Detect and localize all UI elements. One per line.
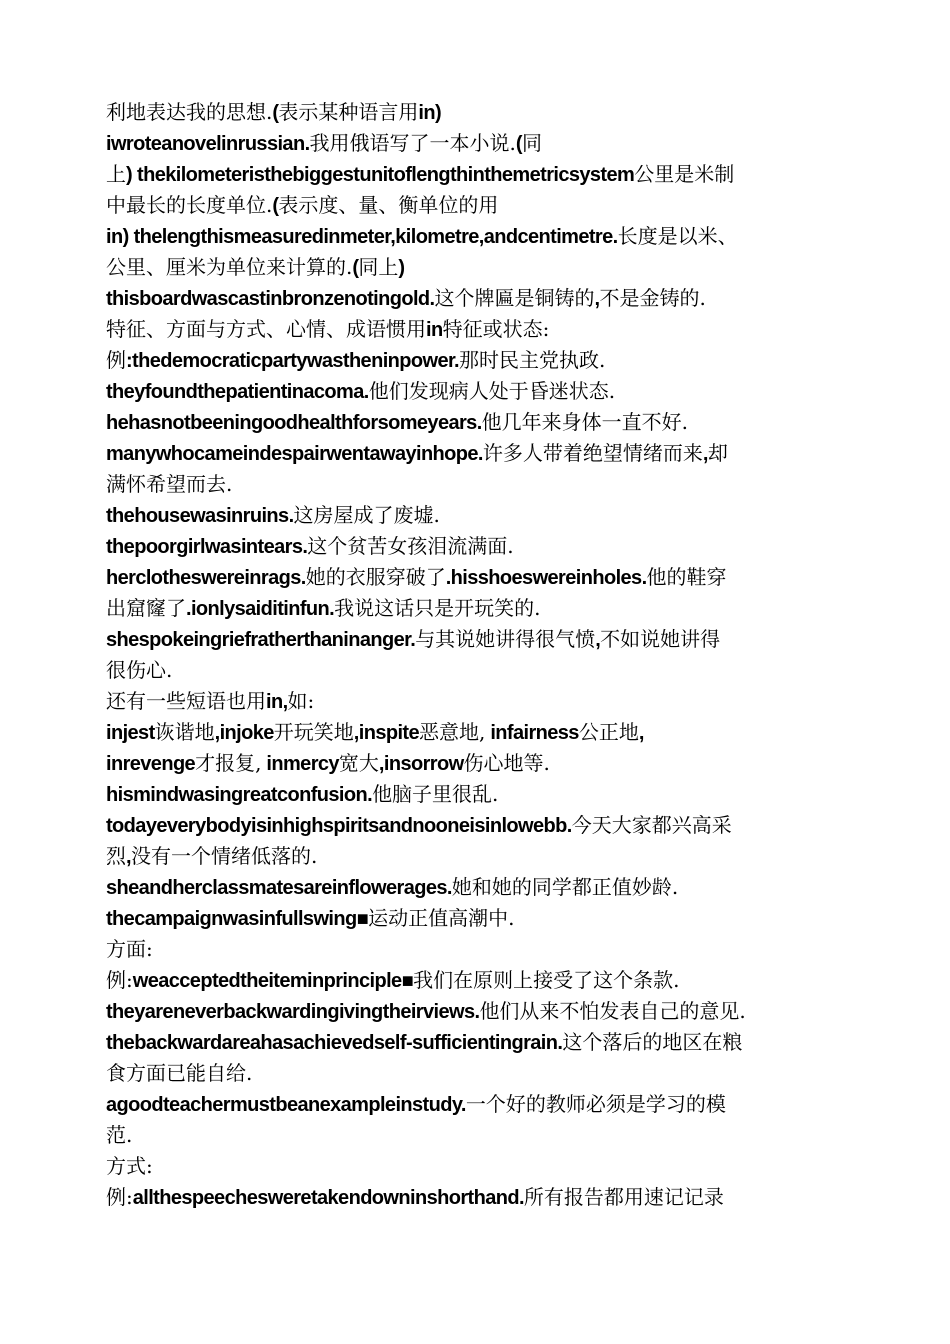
chinese-text: 公里是米制 xyxy=(634,162,735,186)
text-line xyxy=(106,1120,846,1151)
chinese-text: 满怀希望而去. xyxy=(106,472,233,496)
chinese-text: 表示度、量、衡单位的用 xyxy=(278,193,499,217)
text-line xyxy=(106,903,846,934)
text-line xyxy=(106,345,846,376)
english-text: ( xyxy=(272,102,279,124)
english-text: thecampaignwasinfullswing■ xyxy=(106,908,369,930)
english-text: thebackwardareahasachievedself-sufficientingrain. xyxy=(106,1032,563,1054)
text-line xyxy=(106,965,846,996)
chinese-text: 不如说她讲得 xyxy=(600,627,721,651)
text-line xyxy=(106,872,846,903)
text-line xyxy=(106,1027,846,1058)
chinese-text: 他的鞋穿 xyxy=(646,565,727,589)
chinese-text: 他们从来不怕发表自己的意见. xyxy=(479,999,746,1023)
english-text: ) xyxy=(398,257,405,279)
chinese-text: 今天大家都兴高采 xyxy=(571,813,732,837)
chinese-text: 食方面已能自给. xyxy=(106,1061,253,1085)
text-line xyxy=(106,190,846,221)
english-text: weacceptedtheiteminprinciple■ xyxy=(132,970,414,992)
english-text: .ionlysaiditinfun. xyxy=(186,598,335,620)
english-text: allthespeechesweretakendowninshorthand. xyxy=(132,1187,524,1209)
english-text: todayeverybodyisinhighspiritsandnooneisinlowebb. xyxy=(106,815,572,837)
chinese-text: 同上 xyxy=(358,255,399,279)
chinese-text: 例: xyxy=(106,1185,133,1209)
chinese-text: 这个贫苦女孩泪流满面. xyxy=(307,534,514,558)
text-line xyxy=(106,996,846,1027)
chinese-text: 许多人带着绝望情绪而来 xyxy=(482,441,703,465)
chinese-text: 烈 xyxy=(106,844,126,868)
english-text: , xyxy=(638,722,644,744)
chinese-text: 我用俄语写了一本小说. xyxy=(309,131,516,155)
chinese-text: 这房屋成了废墟. xyxy=(293,503,440,527)
english-text: , xyxy=(702,443,708,465)
text-line xyxy=(106,531,846,562)
chinese-text: 特征、方面与方式、心情、成语惯用 xyxy=(106,317,426,341)
chinese-text: 他们发现病人处于昏迷状态. xyxy=(368,379,616,403)
chinese-text: 特征或状态: xyxy=(442,317,550,341)
chinese-text: 他几年来身体一直不好. xyxy=(481,410,689,434)
english-text: iwroteanovelinrussian. xyxy=(106,133,310,155)
chinese-text: 还有一些短语也用 xyxy=(106,689,266,713)
text-line xyxy=(106,748,846,779)
chinese-text: 伤心地等. xyxy=(463,751,550,775)
text-line xyxy=(106,1182,846,1213)
english-text: hismindwasingreatconfusion. xyxy=(106,784,373,806)
chinese-text: 与其说她讲得很气愤 xyxy=(415,627,596,651)
english-text: thehousewasinruins. xyxy=(106,505,294,527)
chinese-text: 公正地 xyxy=(578,720,639,744)
text-line xyxy=(106,655,846,686)
text-line xyxy=(106,97,846,128)
english-text: hehasnotbeeningoodhealthforsomeyears. xyxy=(106,412,482,434)
chinese-text: 却 xyxy=(707,441,728,465)
text-line xyxy=(106,686,846,717)
chinese-text: 例 xyxy=(106,348,126,372)
english-text: inmercy xyxy=(261,753,339,775)
text-line xyxy=(106,1089,846,1120)
english-text: ( xyxy=(352,257,359,279)
text-line xyxy=(106,469,846,500)
text-line xyxy=(106,1151,846,1182)
english-text: thepoorgirlwasintears. xyxy=(106,536,308,558)
english-text: .hisshoeswereinholes. xyxy=(445,567,647,589)
text-line xyxy=(106,221,846,252)
english-text: ( xyxy=(515,133,522,155)
text-line xyxy=(106,407,846,438)
chinese-text: 没有一个情绪低落的. xyxy=(130,844,318,868)
english-text: ,injoke xyxy=(214,722,274,744)
chinese-text: 开玩笑地 xyxy=(273,720,354,744)
chinese-text: 他脑子里很乱. xyxy=(372,782,499,806)
english-text: shespokeingriefratherthaninanger. xyxy=(106,629,416,651)
english-text: , xyxy=(594,288,600,310)
english-text: agoodteachermustbeanexampleinstudy. xyxy=(106,1094,466,1116)
document-page xyxy=(106,97,846,1213)
text-line xyxy=(106,252,846,283)
chinese-text: 一个好的教师必须是学习的模 xyxy=(465,1092,726,1116)
text-line xyxy=(106,314,846,345)
english-text: in, xyxy=(266,691,288,713)
english-text: injest xyxy=(106,722,155,744)
chinese-text: 利地表达我的思想. xyxy=(106,100,273,124)
chinese-text: 我说这话只是开玩笑的. xyxy=(334,596,541,620)
chinese-text: 方面: xyxy=(106,937,153,961)
chinese-text: 长度是以米、 xyxy=(617,224,738,248)
chinese-text: 上 xyxy=(106,162,126,186)
chinese-text: 出窟窿了 xyxy=(106,596,186,620)
text-line xyxy=(106,438,846,469)
english-text: , xyxy=(126,846,131,868)
english-text: herclotheswereinrags. xyxy=(106,567,306,589)
chinese-text: 那时民主党执政. xyxy=(459,348,606,372)
text-line xyxy=(106,376,846,407)
text-line xyxy=(106,717,846,748)
text-line xyxy=(106,562,846,593)
chinese-text: 方式: xyxy=(106,1154,153,1178)
chinese-text: 这个牌匾是铜铸的 xyxy=(434,286,595,310)
chinese-text: 表示某种语言用 xyxy=(278,100,419,124)
english-text: :thedemocraticpartywastheninpower. xyxy=(126,350,460,372)
english-text: ) thekilometeristhebiggestunitoflengthinthemetricsystem xyxy=(126,164,635,186)
english-text: manywhocameindespairwentawayinhope. xyxy=(106,443,483,465)
text-line xyxy=(106,841,846,872)
chinese-text: 范. xyxy=(106,1123,133,1147)
english-text: in xyxy=(426,319,443,341)
english-text: ( xyxy=(272,195,279,217)
text-line xyxy=(106,283,846,314)
english-text: infairness xyxy=(485,722,579,744)
text-line xyxy=(106,624,846,655)
english-text: theyfoundthepatientinacoma. xyxy=(106,381,369,403)
chinese-text: 才报复, xyxy=(195,751,262,775)
text-line xyxy=(106,593,846,624)
english-text: sheandherclassmatesareinflowerages. xyxy=(106,877,452,899)
chinese-text: 如: xyxy=(287,689,315,713)
chinese-text: 很伤心. xyxy=(106,658,173,682)
chinese-text: 公里、厘米为单位来计算的. xyxy=(106,255,353,279)
text-line xyxy=(106,159,846,190)
english-text: in) xyxy=(418,102,442,124)
chinese-text: 同 xyxy=(521,131,542,155)
chinese-text: 这个落后的地区在粮 xyxy=(562,1030,743,1054)
english-text: in) thelengthismeasuredinmeter,kilometre,andcentimetre. xyxy=(106,226,618,248)
english-text: theyareneverbackwardingivingtheirviews. xyxy=(106,1001,480,1023)
english-text: , xyxy=(595,629,601,651)
chinese-text: 她和她的同学都正值妙龄. xyxy=(451,875,679,899)
text-line xyxy=(106,934,846,965)
chinese-text: 不是金铸的. xyxy=(599,286,706,310)
text-line xyxy=(106,1058,846,1089)
chinese-text: 诙谐地 xyxy=(154,720,215,744)
english-text: ,insorrow xyxy=(378,753,464,775)
chinese-text: 她的衣服穿破了 xyxy=(305,565,446,589)
chinese-text: 运动正值高潮中. xyxy=(368,906,515,930)
chinese-text: 宽大 xyxy=(338,751,379,775)
english-text: thisboardwascastinbronzenotingold. xyxy=(106,288,435,310)
chinese-text: 我们在原则上接受了这个条款. xyxy=(413,968,680,992)
text-line xyxy=(106,500,846,531)
chinese-text: 例: xyxy=(106,968,133,992)
text-line xyxy=(106,128,846,159)
chinese-text: 恶意地, xyxy=(419,720,486,744)
text-line xyxy=(106,810,846,841)
chinese-text: 中最长的长度单位. xyxy=(106,193,273,217)
english-text: ,inspite xyxy=(353,722,420,744)
text-line xyxy=(106,779,846,810)
chinese-text: 所有报告都用速记记录 xyxy=(523,1185,724,1209)
english-text: inrevenge xyxy=(106,753,196,775)
